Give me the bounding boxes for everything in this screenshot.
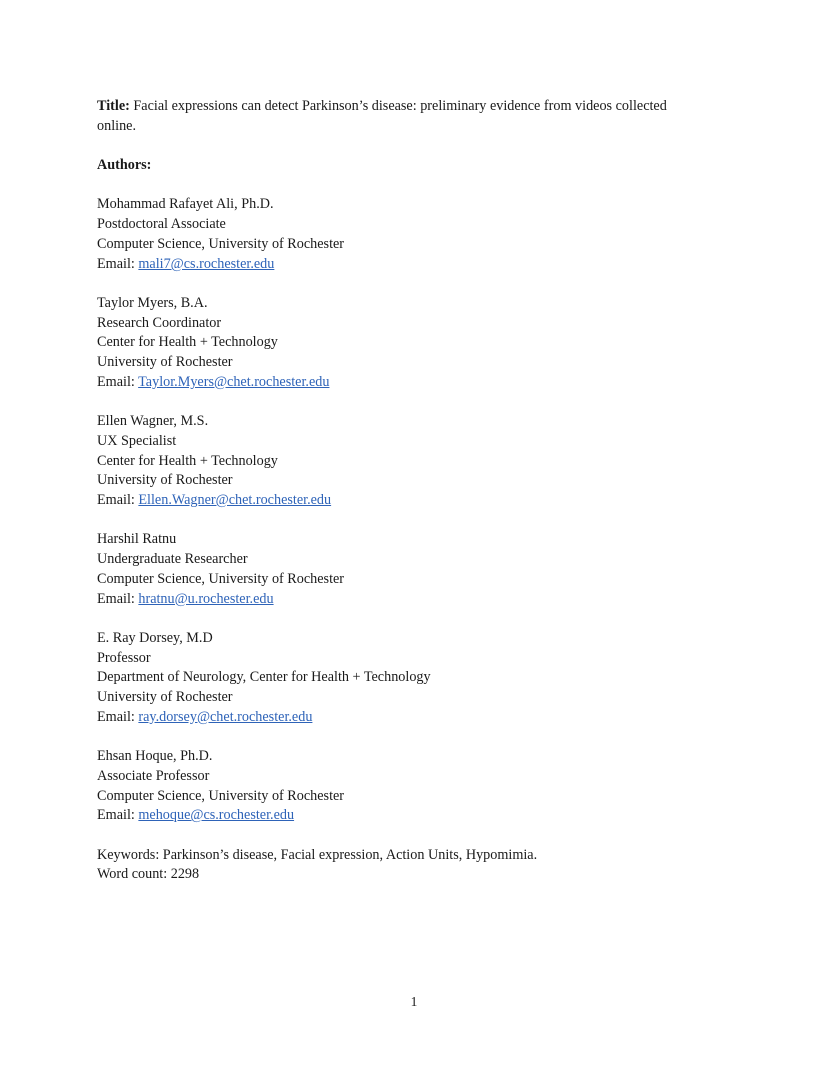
author-affiliation-line: Center for Health + Technology: [97, 452, 278, 469]
author-affiliation-line: Department of Neurology, Center for Health + Technology: [97, 669, 431, 686]
author-affiliation-line: UX Specialist: [97, 432, 177, 449]
author-name: Ehsan Hoque, Ph.D.: [97, 748, 213, 765]
email-link[interactable]: mali7@cs.rochester.edu: [138, 255, 275, 272]
author-affiliation-line: Professor: [97, 649, 151, 666]
authors-heading: Authors:: [97, 157, 152, 174]
email-label: Email:: [97, 255, 135, 272]
author-affiliation-line: Postdoctoral Associate: [97, 216, 226, 233]
author-affiliation-line: University of Rochester: [97, 354, 233, 371]
author-block: [97, 530, 717, 609]
email-label: Email:: [97, 807, 135, 824]
author-email-line: [97, 708, 717, 728]
keywords-block: [97, 846, 717, 885]
author-name: Harshil Ratnu: [97, 531, 177, 548]
author-affiliation-line: Computer Science, University of Rochester: [97, 787, 345, 804]
paper-title: [97, 97, 717, 136]
authors-list: [97, 195, 717, 825]
author-block: [97, 412, 717, 511]
author-name: E. Ray Dorsey, M.D: [97, 629, 213, 646]
word-count: Word count: 2298: [97, 866, 200, 883]
author-affiliation-line: University of Rochester: [97, 472, 233, 489]
author-block: [97, 195, 717, 274]
author-affiliation-line: Associate Professor: [97, 767, 210, 784]
title-page-content: [97, 97, 717, 885]
author-affiliation-line: Research Coordinator: [97, 314, 222, 331]
author-block: [97, 747, 717, 826]
email-label: Email:: [97, 590, 135, 607]
email-label: Email:: [97, 373, 135, 390]
email-link[interactable]: Taylor.Myers@chet.rochester.edu: [138, 373, 330, 390]
author-block: [97, 629, 717, 728]
author-block: [97, 294, 717, 393]
email-link[interactable]: mehoque@cs.rochester.edu: [138, 807, 295, 824]
author-name: Mohammad Rafayet Ali, Ph.D.: [97, 196, 274, 213]
email-link[interactable]: ray.dorsey@chet.rochester.edu: [138, 708, 313, 725]
author-affiliation-line: Computer Science, University of Rochester: [97, 235, 345, 252]
email-label: Email:: [97, 708, 135, 725]
author-email-line: [97, 590, 717, 610]
author-affiliation-line: Center for Health + Technology: [97, 334, 278, 351]
title-text-continued: online.: [97, 117, 137, 134]
author-affiliation-line: University of Rochester: [97, 689, 233, 705]
email-link[interactable]: Ellen.Wagner@chet.rochester.edu: [138, 492, 332, 508]
email-label: Email:: [97, 492, 135, 508]
page-number: 1: [410, 994, 418, 1009]
title-label: Title:: [97, 98, 130, 114]
email-link[interactable]: hratnu@u.rochester.edu: [138, 590, 274, 607]
author-affiliation-line: Computer Science, University of Rochester: [97, 570, 345, 587]
author-name: Ellen Wagner, M.S.: [97, 413, 209, 430]
author-email-line: [97, 806, 717, 826]
author-email-line: [97, 491, 717, 511]
author-name: Taylor Myers, B.A.: [97, 294, 208, 311]
author-email-line: [97, 255, 717, 275]
author-affiliation-line: Undergraduate Researcher: [97, 551, 248, 568]
author-email-line: [97, 373, 717, 393]
title-text: Facial expressions can detect Parkinson’s disease: preliminary evidence from videos collected: [133, 98, 667, 114]
keywords: Keywords: Parkinson’s disease, Facial expression, Action Units, Hypomimia.: [97, 846, 538, 863]
